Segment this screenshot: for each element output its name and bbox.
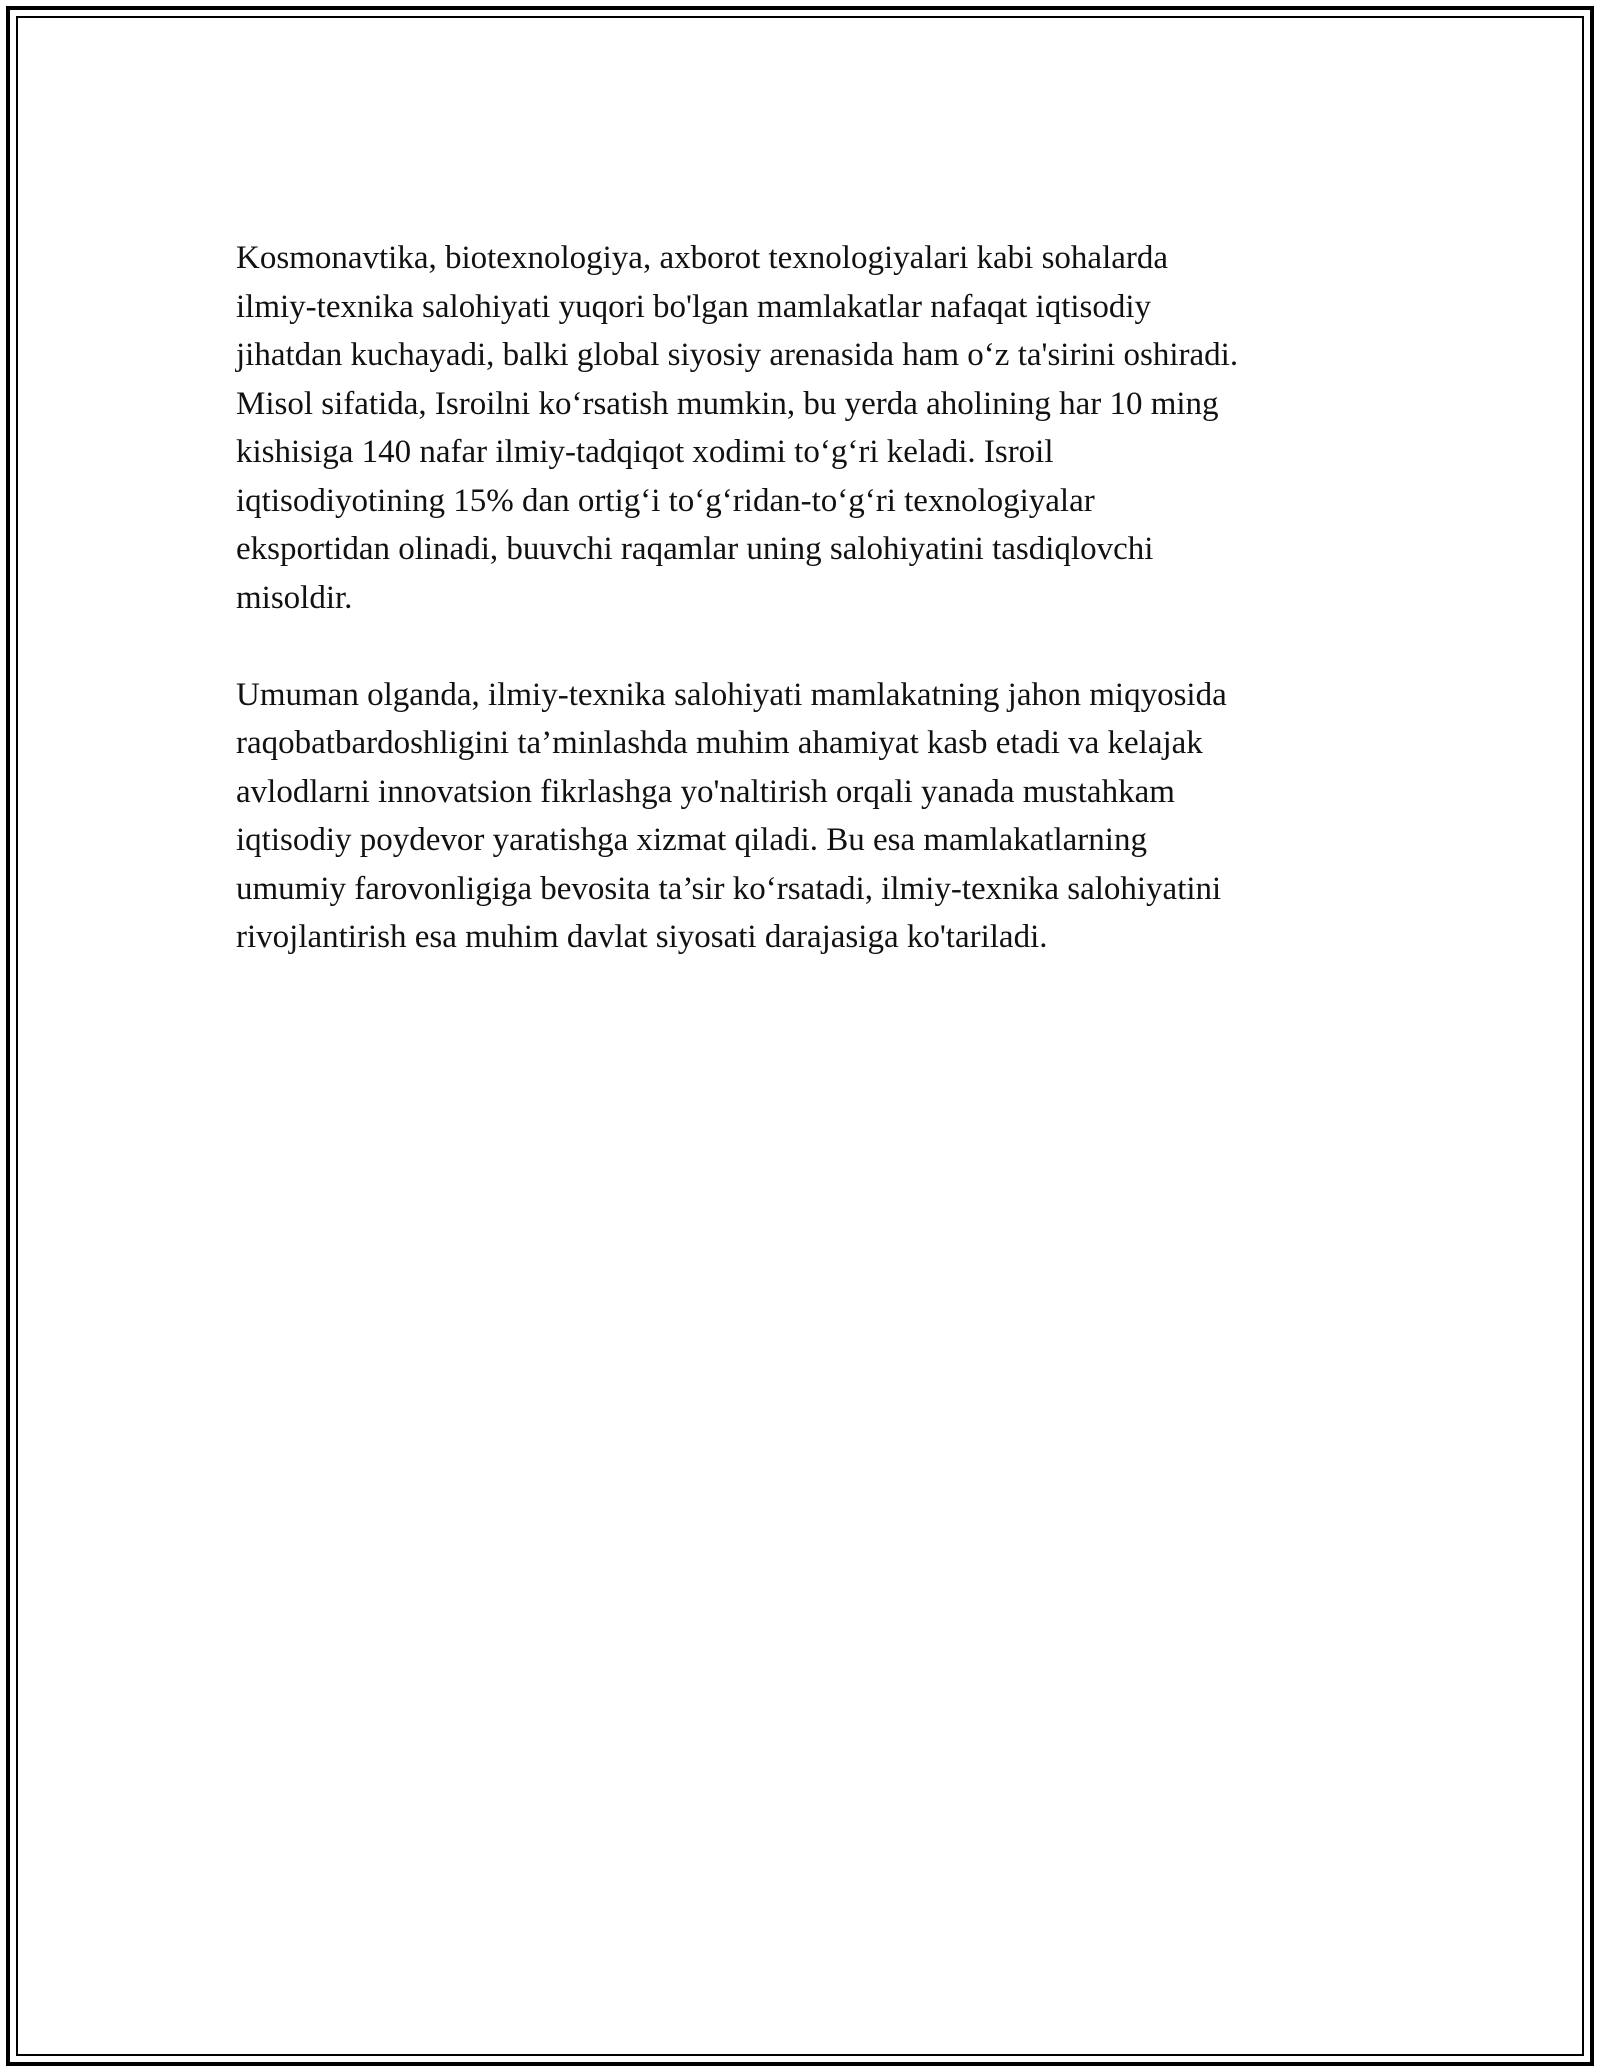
paragraph: Kosmonavtika, biotexnologiya, axborot texnologiyalari kabi sohalarda ilmiy-texnika salohiyati yuqori bo'lgan mamlakatlar nafaqat iqtisodiy jihatdan kuchayadi, balki global siyosiy arenasida ham o‘z ta'sirini oshiradi. Misol sifatida, Isroilni ko‘rsatish mumkin, bu yerda aholining har 10 ming kishisiga 140 nafar ilmiy-tadqiqot xodimi to‘g‘ri keladi. Isroil iqtisodiyotining 15% dan ortig‘i to‘g‘ridan-to‘g‘ri texnologiyalar eksportidan olinadi, buuvchi raqamlar uning salohiyatini tasdiqlovchi misoldir. [236,240,1239,616]
paragraph: Umuman olganda, ilmiy-texnika salohiyati mamlakatning jahon miqyosida raqobatbardoshligini ta’minlashda muhim ahamiyat kasb etadi va kelajak avlodlarni innovatsion fikrlashga yo'naltirish orqali yanada mustahkam iqtisodiy poydevor yaratishga xizmat qiladi. Bu esa mamlakatlarning umumiy farovonligiga bevosita ta’sir ko‘rsatadi, ilmiy-texnika salohiyatini rivojlantirish esa muhim davlat siyosati darajasiga ko'tariladi. [236,676,1227,955]
document-body [236,234,1386,1010]
